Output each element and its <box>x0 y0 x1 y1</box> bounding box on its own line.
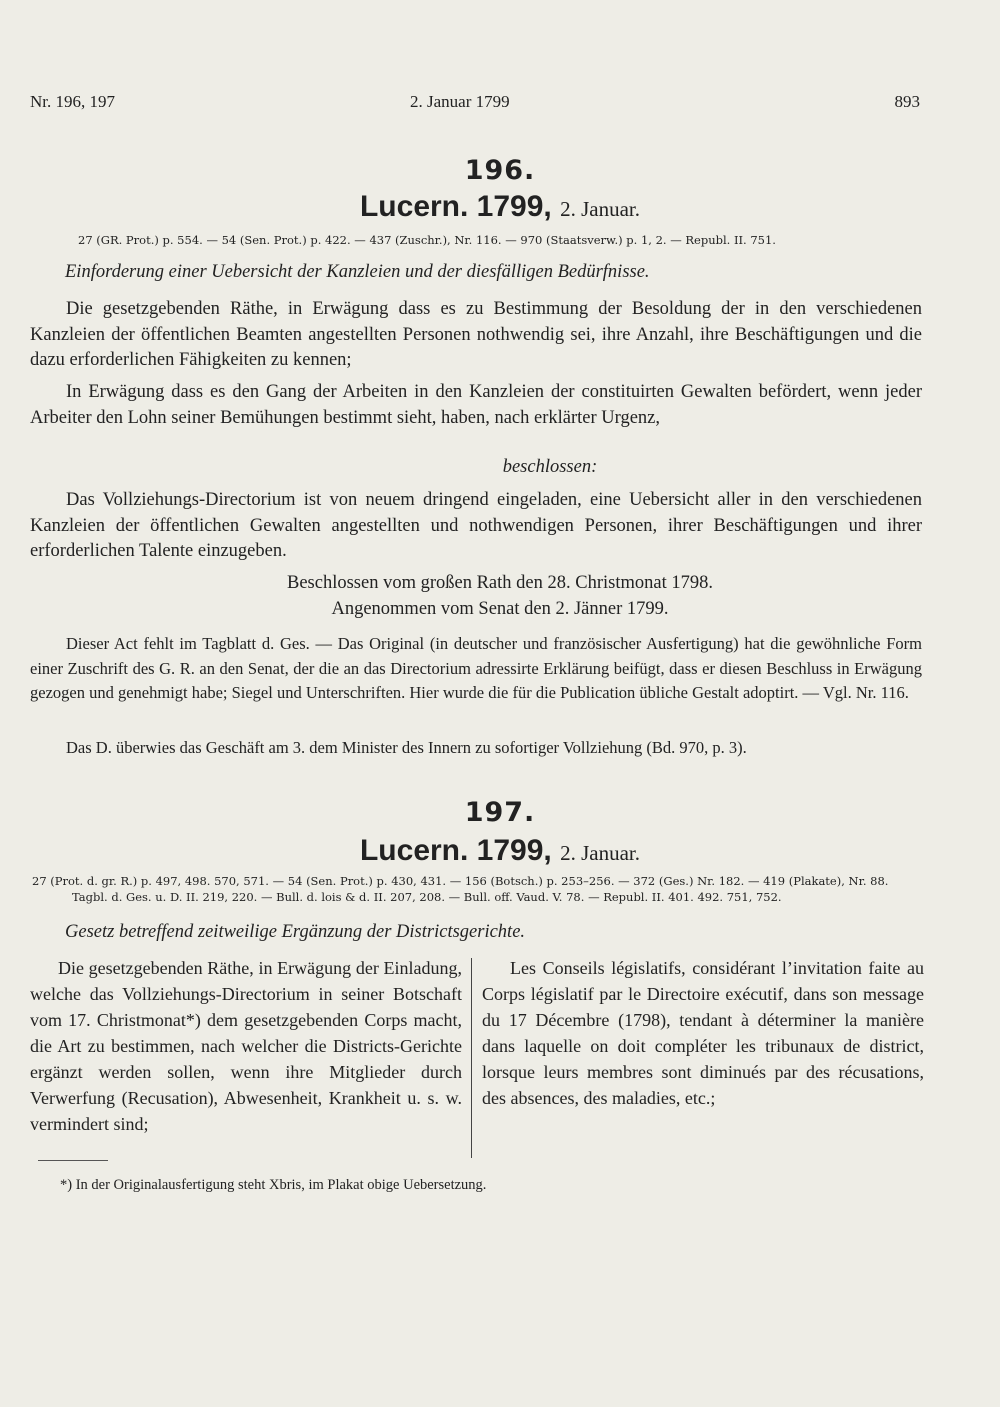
doc-196-place: Lucern. 1799, <box>359 190 552 223</box>
doc-196-closing-2: Angenommen vom Senat den 2. Jänner 1799. <box>331 599 669 619</box>
page-header <box>30 92 920 116</box>
doc-197-references-1: 27 (Prot. d. gr. R.) p. 497, 498. 570, 571. — 54 (Sen. Prot.) p. 430, 431. — 156 (Botsch.) p. 253–256. — 372 (Ges.) Nr. 182. — 419 (Plakate), Nr. 88. <box>32 874 889 888</box>
doc-197-place: Lucern. 1799, <box>359 834 552 867</box>
doc-196-resolved: beschlossen: <box>502 457 598 477</box>
doc-196-closing-1: Beschlossen vom großen Rath den 28. Christmonat 1798. <box>287 573 713 593</box>
doc-197-place-line <box>0 834 1000 868</box>
doc-196-note-1: Dieser Act fehlt im Tagblatt d. Ges. — Das Original (in deutscher und französischer Ausfertigung) hat die gewöhnliche Form einer Zuschrift des G. R. an den Senat, der die an das Directorium adressirte Erklärung beifügt, dass er diesen Beschluss in Erwägung gezogen und genehmigt habe; Siegel und Unterschriften. Hier wurde die für die Publication übliche Gestalt adoptirt. — Vgl. Nr. 116. <box>30 634 922 702</box>
doc-196-note-2: Das D. überwies das Geschäft am 3. dem Minister des Innern zu sofortiger Vollziehung (Bd. 970, p. 3). <box>66 738 747 757</box>
footnote: *) In der Originalausfertigung steht Xbris, im Plakat obige Uebersetzung. <box>60 1177 487 1193</box>
column-divider <box>471 958 472 1158</box>
doc-196-place-line <box>0 190 1000 224</box>
footnote-rule <box>38 1160 108 1161</box>
doc-197-title: Gesetz betreffend zeitweilige Ergänzung der Districtsgerichte. <box>65 922 526 942</box>
doc-196-date: 2. Januar. <box>560 197 640 221</box>
doc-197-references-2: Tagbl. d. Ges. u. D. II. 219, 220. — Bull. d. lois & d. II. 207, 208. — Bull. off. Vaud. V. 78. — Republ. II. 401. 492. 751, 752. <box>72 890 782 904</box>
doc-197-german-column: Die gesetzgebenden Räthe, in Erwägung der Einladung, welche das Vollziehungs-Directorium in seiner Botschaft vom 17. Christmonat*) dem gesetzgebenden Corps macht, die Art zu bestimmen, nach welcher die Districts-Gerichte ergänzt werden sollen, wenn ihre Mitglieder durch Verwerfung (Recusation), Abwesenheit, Krankheit u. s. w. vermindert sind; <box>30 958 462 1134</box>
doc-197-french-column: Les Conseils législatifs, considérant l’invitation faite au Corps législatif par le Directoire exécutif, dans son message du 17 Décembre (1798), tendant à déterminer la manière dans laquelle on doit compléter les tribunaux de district, lorsque leurs membres sont diminués par des récusations, des absences, des maladies, etc.; <box>482 958 924 1108</box>
header-date: 2. Januar 1799 <box>410 92 510 111</box>
doc-196-title: Einforderung einer Uebersicht der Kanzleien und der diesfälligen Bedürfnisse. <box>65 262 650 282</box>
doc-197-number: 197. <box>464 797 536 828</box>
doc-197-date: 2. Januar. <box>560 841 640 865</box>
doc-196-paragraph-1: Die gesetzgebenden Räthe, in Erwägung dass es zu Bestimmung der Besoldung der in den verschiedenen Kanzleien der öffentlichen Beamten angestellten Personen nothwendig sei, ihre Anzahl, ihre Beschäftigungen und die dazu erforderlichen Fähigkeiten zu kennen; <box>30 299 922 370</box>
doc-196-number: 196. <box>464 155 536 186</box>
header-doc-numbers: Nr. 196, 197 <box>30 92 115 111</box>
doc-196-paragraph-2: In Erwägung dass es den Gang der Arbeiten in den Kanzleien der constituirten Gewalten befördert, wenn jeder Arbeiter den Lohn seiner Bemühungen bestimmt sieht, haben, nach erklärter Urgenz, <box>30 382 922 428</box>
page-number: 893 <box>894 92 920 111</box>
doc-196-paragraph-3: Das Vollziehungs-Directorium ist von neuem dringend eingeladen, eine Uebersicht aller in den verschiedenen Kanzleien der öffentlichen Gewalten angestellten und nothwendigen Personen, ihrer Beschäftigungen und ihrer erforderlichen Talente einzugeben. <box>30 490 922 561</box>
doc-196-references: 27 (GR. Prot.) p. 554. — 54 (Sen. Prot.) p. 422. — 437 (Zuschr.), Nr. 116. — 970 (Staatsverw.) p. 1, 2. — Republ. II. 751. <box>78 233 776 247</box>
